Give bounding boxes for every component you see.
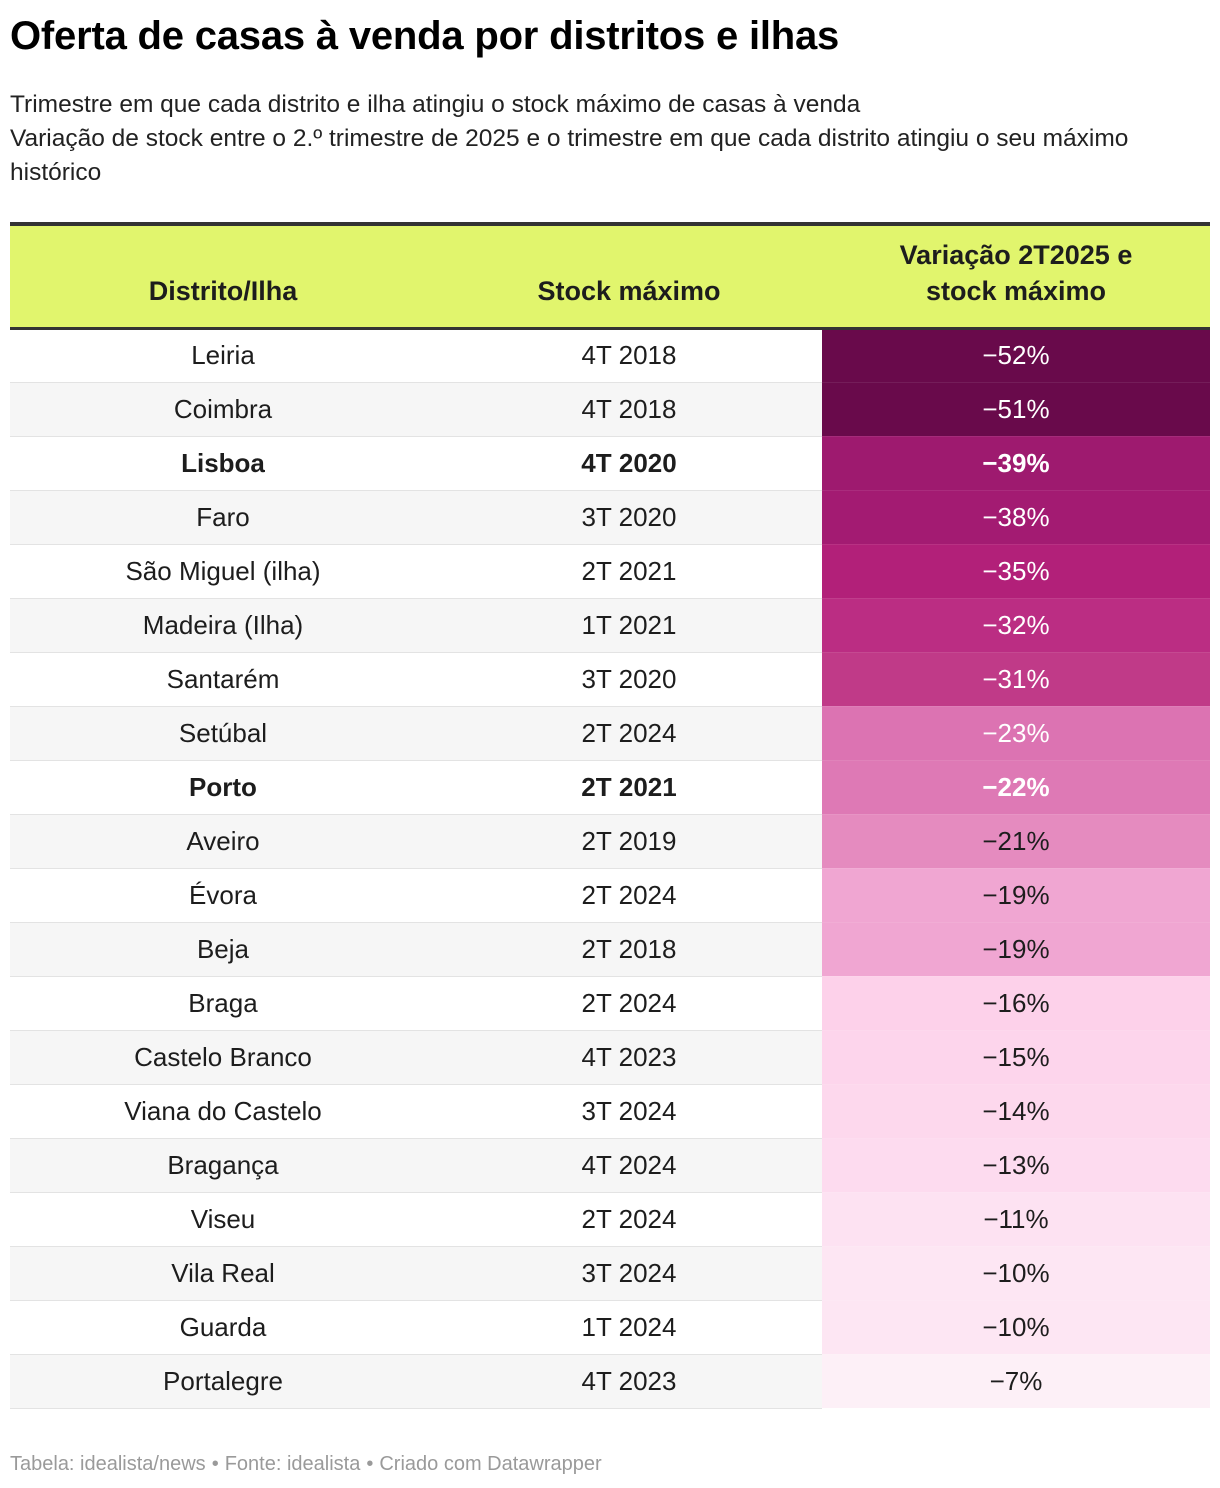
data-table [10, 222, 1210, 1409]
column-header-variation-line-1: Variação 2T2025 e [899, 239, 1133, 270]
table-body [10, 328, 1210, 1408]
cell-variation: −10% [822, 1246, 1210, 1300]
cell-district: Faro [10, 490, 436, 544]
cell-peak-quarter: 2T 2024 [436, 868, 822, 922]
cell-variation: −38% [822, 490, 1210, 544]
subtitle [10, 88, 1200, 190]
cell-variation: −16% [822, 976, 1210, 1030]
cell-district: Portalegre [10, 1354, 436, 1408]
footer [10, 1450, 602, 1478]
table-row [10, 1246, 1210, 1300]
cell-peak-quarter: 3T 2020 [436, 490, 822, 544]
cell-district: Évora [10, 868, 436, 922]
cell-variation: −39% [822, 436, 1210, 490]
table-row [10, 328, 1210, 382]
cell-peak-quarter: 2T 2024 [436, 1192, 822, 1246]
table-row [10, 436, 1210, 490]
cell-variation: −7% [822, 1354, 1210, 1408]
cell-peak-quarter: 4T 2024 [436, 1138, 822, 1192]
table-row [10, 1354, 1210, 1408]
cell-district: Coimbra [10, 382, 436, 436]
table-row [10, 382, 1210, 436]
cell-variation: −13% [822, 1138, 1210, 1192]
cell-peak-quarter: 2T 2024 [436, 706, 822, 760]
table-row [10, 1084, 1210, 1138]
cell-variation: −52% [822, 328, 1210, 382]
cell-peak-quarter: 2T 2024 [436, 976, 822, 1030]
cell-variation: −51% [822, 382, 1210, 436]
table-row [10, 544, 1210, 598]
cell-peak-quarter: 4T 2018 [436, 382, 822, 436]
footer-created-with: Criado com Datawrapper [379, 1453, 602, 1475]
cell-peak-quarter: 3T 2020 [436, 652, 822, 706]
cell-variation: −10% [822, 1300, 1210, 1354]
cell-peak-quarter: 2T 2021 [436, 760, 822, 814]
cell-variation: −22% [822, 760, 1210, 814]
cell-district: Braga [10, 976, 436, 1030]
cell-district: Castelo Branco [10, 1030, 436, 1084]
data-table-container [10, 222, 1210, 1409]
cell-district: Bragança [10, 1138, 436, 1192]
cell-variation: −19% [822, 922, 1210, 976]
header [10, 10, 1200, 190]
cell-variation: −32% [822, 598, 1210, 652]
cell-peak-quarter: 1T 2021 [436, 598, 822, 652]
cell-district: Madeira (Ilha) [10, 598, 436, 652]
cell-variation: −14% [822, 1084, 1210, 1138]
footer-table-credit: Tabela: idealista/news [10, 1453, 206, 1475]
page-title: Oferta de casas à venda por distritos e ilhas [10, 14, 840, 58]
cell-variation: −23% [822, 706, 1210, 760]
subtitle-line-2: Variação de stock entre o 2.º trimestre de 2025 e o trimestre em que cada distrito atingiu o seu máximo histórico [10, 125, 1129, 186]
cell-peak-quarter: 4T 2023 [436, 1354, 822, 1408]
table-row [10, 1138, 1210, 1192]
cell-variation: −11% [822, 1192, 1210, 1246]
cell-district: Aveiro [10, 814, 436, 868]
cell-district: Santarém [10, 652, 436, 706]
cell-district: Beja [10, 922, 436, 976]
table-row [10, 976, 1210, 1030]
cell-district: Vila Real [10, 1246, 436, 1300]
table-row [10, 490, 1210, 544]
cell-peak-quarter: 2T 2018 [436, 922, 822, 976]
table-row [10, 652, 1210, 706]
table-header [10, 224, 1210, 328]
cell-peak-quarter: 2T 2021 [436, 544, 822, 598]
cell-district: Lisboa [10, 436, 436, 490]
footer-separator: • [211, 1453, 219, 1475]
cell-district: Setúbal [10, 706, 436, 760]
column-header-peak[interactable]: Stock máximo [436, 224, 822, 328]
column-header-district[interactable]: Distrito/Ilha [10, 224, 436, 328]
column-header-variation-line-2: stock máximo [925, 275, 1107, 306]
cell-variation: −15% [822, 1030, 1210, 1084]
cell-district: Viseu [10, 1192, 436, 1246]
cell-peak-quarter: 1T 2024 [436, 1300, 822, 1354]
table-row [10, 922, 1210, 976]
table-row [10, 868, 1210, 922]
cell-peak-quarter: 3T 2024 [436, 1246, 822, 1300]
cell-peak-quarter: 4T 2018 [436, 328, 822, 382]
table-row [10, 760, 1210, 814]
table-row [10, 1300, 1210, 1354]
cell-district: Porto [10, 760, 436, 814]
table-row [10, 814, 1210, 868]
cell-peak-quarter: 4T 2020 [436, 436, 822, 490]
table-header-row [10, 224, 1210, 328]
table-row [10, 1030, 1210, 1084]
footer-source: Fonte: idealista [224, 1453, 361, 1475]
cell-variation: −21% [822, 814, 1210, 868]
footer-separator: • [366, 1453, 374, 1475]
cell-peak-quarter: 3T 2024 [436, 1084, 822, 1138]
column-header-variation[interactable] [822, 224, 1210, 328]
cell-district: São Miguel (ilha) [10, 544, 436, 598]
subtitle-line-1: Trimestre em que cada distrito e ilha atingiu o stock máximo de casas à venda [10, 91, 861, 118]
table-row [10, 706, 1210, 760]
cell-variation: −19% [822, 868, 1210, 922]
table-row [10, 1192, 1210, 1246]
cell-peak-quarter: 4T 2023 [436, 1030, 822, 1084]
cell-district: Leiria [10, 328, 436, 382]
cell-variation: −35% [822, 544, 1210, 598]
cell-district: Viana do Castelo [10, 1084, 436, 1138]
cell-peak-quarter: 2T 2019 [436, 814, 822, 868]
cell-variation: −31% [822, 652, 1210, 706]
table-row [10, 598, 1210, 652]
cell-district: Guarda [10, 1300, 436, 1354]
